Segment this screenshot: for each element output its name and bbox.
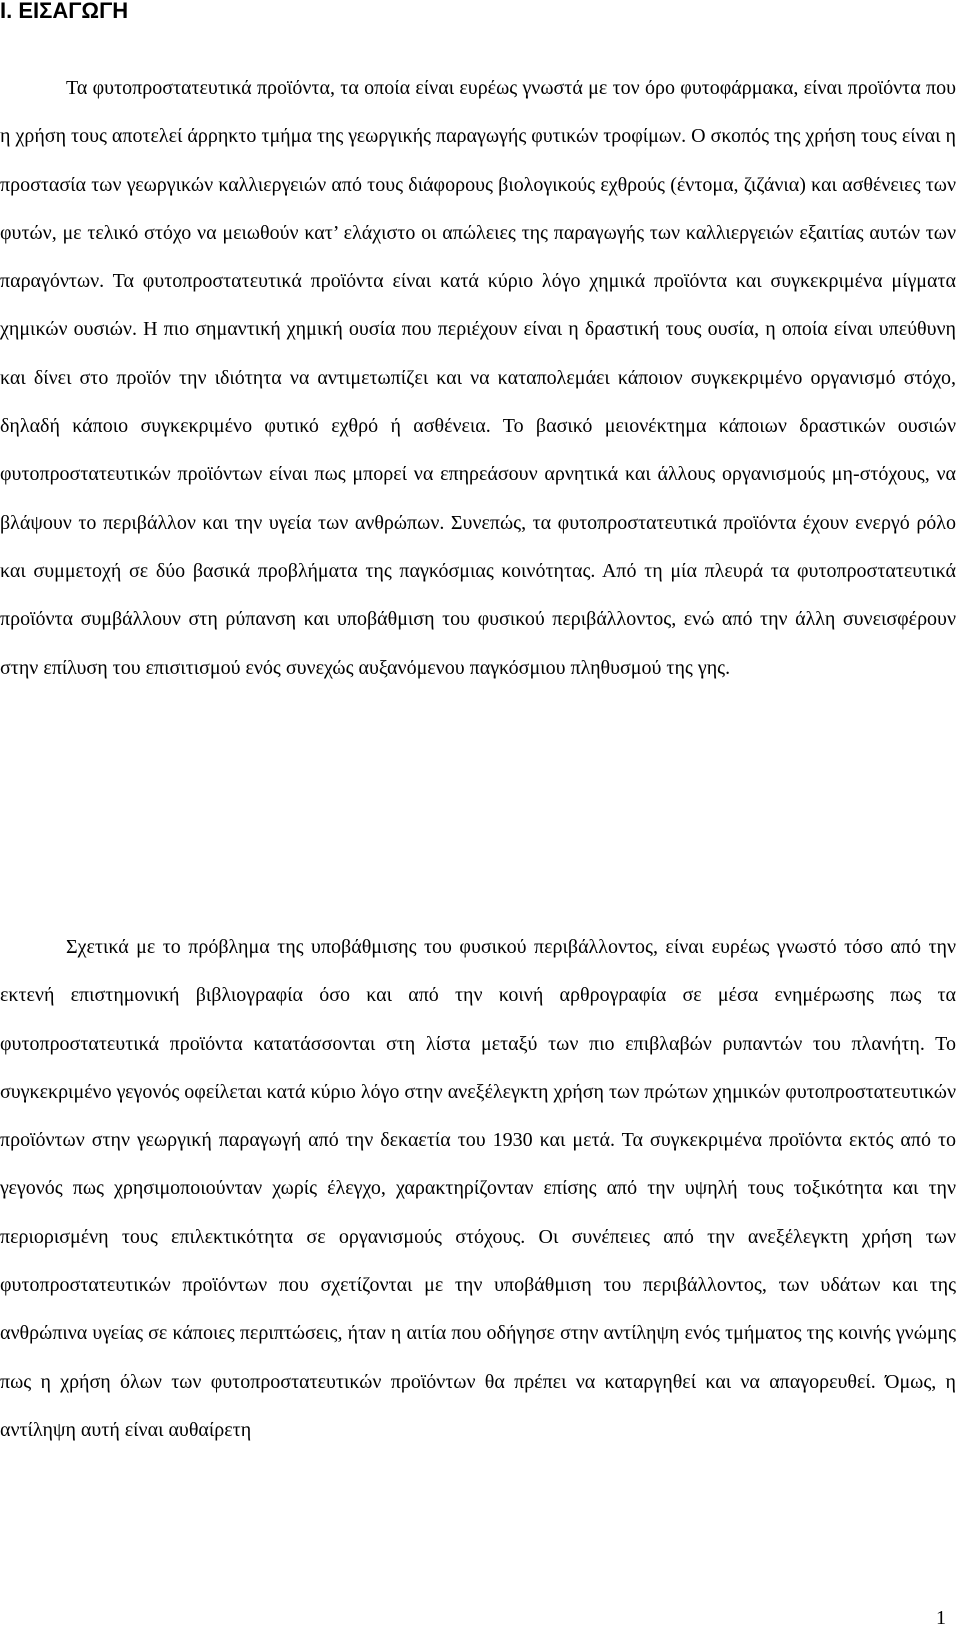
page-number: 1	[936, 1607, 946, 1629]
paragraph-introduction-1: Τα φυτοπροστατευτικά προϊόντα, τα οποία είναι ευρέως γνωστά με τον όρο φυτοφάρμακα, είναι προϊόντα που η χρήση τους αποτελεί άρρηκτο τμήμα της γεωργικής παραγωγής φυτικών τροφίμων. Ο σκοπός της χρήση τους είναι η προστασία των γεωργικών καλλιεργειών από τους διάφορους βιολογικούς εχθρούς (έντομα, ζιζάνια) και ασθένειες των φυτών, με τελικό στόχο να μειωθούν κατ’ ελάχιστο οι απώλειες της παραγωγής των καλλιεργειών εξαιτίας αυτών των παραγόντων. Τα φυτοπροστατευτικά προϊόντα είναι κατά κύριο λόγο χημικά προϊόντα και συγκεκριμένα μίγματα χημικών ουσιών. Η πιο σημαντική χημική ουσία που περιέχουν είναι η δραστική τους ουσία, η οποία είναι υπεύθυνη και δίνει στο προϊόν την ιδιότητα να αντιμετωπίζει και να καταπολεμάει κάποιον συγκεκριμένο οργανισμό στόχο, δηλαδή κάποιο συγκεκριμένο φυτικό εχθρό ή ασθένεια. Το βασικό μειονέκτημα κάποιων δραστικών ουσιών φυτοπροστατευτικών προϊόντων είναι πως μπορεί να επηρεάσουν αρνητικά και άλλους οργανισμούς μη-στόχους, να βλάψουν το περιβάλλον και την υγεία των ανθρώπων. Συνεπώς, τα φυτοπροστατευτικά προϊόντα έχουν ενεργό ρόλο και συμμετοχή σε δύο βασικά προβλήματα της παγκόσμιας κοινότητας. Από τη μία πλευρά τα φυτοπροστατευτικά προϊόντα συμβάλλουν στη ρύπανση και υποβάθμιση του φυσικού περιβάλλοντος, ενώ από την άλλη συνεισφέρουν στην επίλυση του επισιτισμού ενός συνεχώς αυξανόμενου παγκόσμιου πληθυσμού της γης.	[0, 77, 956, 679]
paragraph-introduction-2: Σχετικά με το πρόβλημα της υποβάθμισης του φυσικού περιβάλλοντος, είναι ευρέως γνωστό τόσο από την εκτενή επιστημονική βιβλιογραφία όσο και από την κοινή αρθρογραφία σε μέσα ενημέρωσης πως τα φυτοπροστατευτικά προϊόντα κατατάσσονται στη λίστα μεταξύ των πιο επιβλαβών ρυπαντών του πλανήτη. Το συγκεκριμένο γεγονός οφείλεται κατά κύριο λόγο στην ανεξέλεγκτη χρήση των πρώτων χημικών φυτοπροστατευτικών προϊόντων στην γεωργική παραγωγή από την δεκαετία του 1930 και μετά. Τα συγκεκριμένα προϊόντα εκτός από το γεγονός πως χρησιμοποιούνταν χωρίς έλεγχο, χαρακτηρίζονταν επίσης από την υψηλή τους τοξικότητα και την περιορισμένη τους επιλεκτικότητα σε οργανισμούς στόχους. Οι συνέπειες από την ανεξέλεγκτη χρήση των φυτοπροστατευτικών προϊόντων που σχετίζονται με την υποβάθμιση του περιβάλλοντος, των υδάτων και της ανθρώπινα υγείας σε κάποιες περιπτώσεις, ήταν η αιτία που οδήγησε στην αντίληψη ενός τμήματος της κοινής γνώμης πως η χρήση όλων των φυτοπροστατευτικών προϊόντων θα πρέπει να καταργηθεί και να απαγορευθεί. Όμως, η αντίληψη αυτή είναι αυθαίρετη	[0, 936, 957, 1441]
section-heading: I. ΕΙΣΑΓΩΓΗ	[0, 0, 129, 23]
